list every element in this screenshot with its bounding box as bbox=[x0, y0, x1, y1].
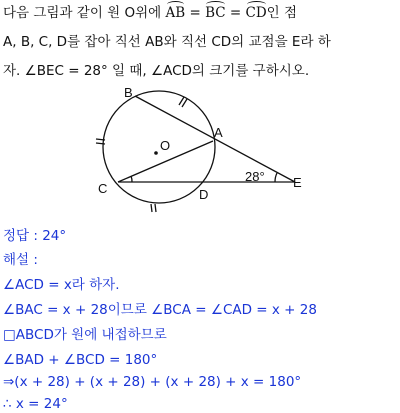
angle-arc-e bbox=[275, 173, 277, 182]
solution-line-3: □ABCD가 원에 내접하므로 bbox=[3, 327, 167, 343]
label-e: E bbox=[293, 175, 302, 190]
problem-line-1 bbox=[3, 4, 297, 22]
tick-mark-cd-2 bbox=[155, 204, 156, 212]
label-angle-28: 28° bbox=[245, 169, 265, 184]
arc-eq-1: = bbox=[185, 5, 206, 21]
solution-title: 해설 : bbox=[3, 252, 38, 268]
arc-bc: BC bbox=[205, 5, 226, 21]
solution-line-4: ∠BAD + ∠BCD = 180° bbox=[3, 352, 158, 368]
problem-line1-suffix: 인 점 bbox=[266, 5, 298, 21]
solution-line-2: ∠BAC = x + 28이므로 ∠BCA = ∠CAD = x + 28 bbox=[3, 302, 317, 318]
problem-line-2: A, B, C, D를 잡아 직선 AB와 직선 CD의 교점을 E라 하 bbox=[3, 34, 331, 50]
center-point bbox=[154, 151, 158, 155]
tick-mark-cd bbox=[151, 204, 152, 212]
label-a: A bbox=[214, 125, 223, 140]
solution-line-6: ∴ x = 24° bbox=[3, 396, 68, 412]
answer-line: 정답 : 24° bbox=[3, 228, 67, 244]
label-d: D bbox=[199, 187, 209, 202]
geometry-figure bbox=[85, 82, 315, 222]
arc-eq-2: = bbox=[225, 5, 246, 21]
label-c: C bbox=[98, 181, 108, 196]
arc-cd: CD bbox=[245, 5, 267, 21]
solution-line-1: ∠ACD = x라 하자. bbox=[3, 277, 120, 293]
label-o: O bbox=[160, 138, 171, 153]
angle-arc-c bbox=[131, 176, 132, 182]
label-b: B bbox=[124, 85, 133, 100]
problem-line1-prefix: 다음 그림과 같이 원 O위에 bbox=[3, 5, 166, 21]
solution-line-5: ⇒(x + 28) + (x + 28) + (x + 28) + x = 180° bbox=[3, 374, 302, 390]
problem-line-3: 자. ∠BEC = 28° 일 때, ∠ACD의 크기를 구하시오. bbox=[3, 63, 310, 79]
arc-ab: AB bbox=[165, 5, 186, 21]
